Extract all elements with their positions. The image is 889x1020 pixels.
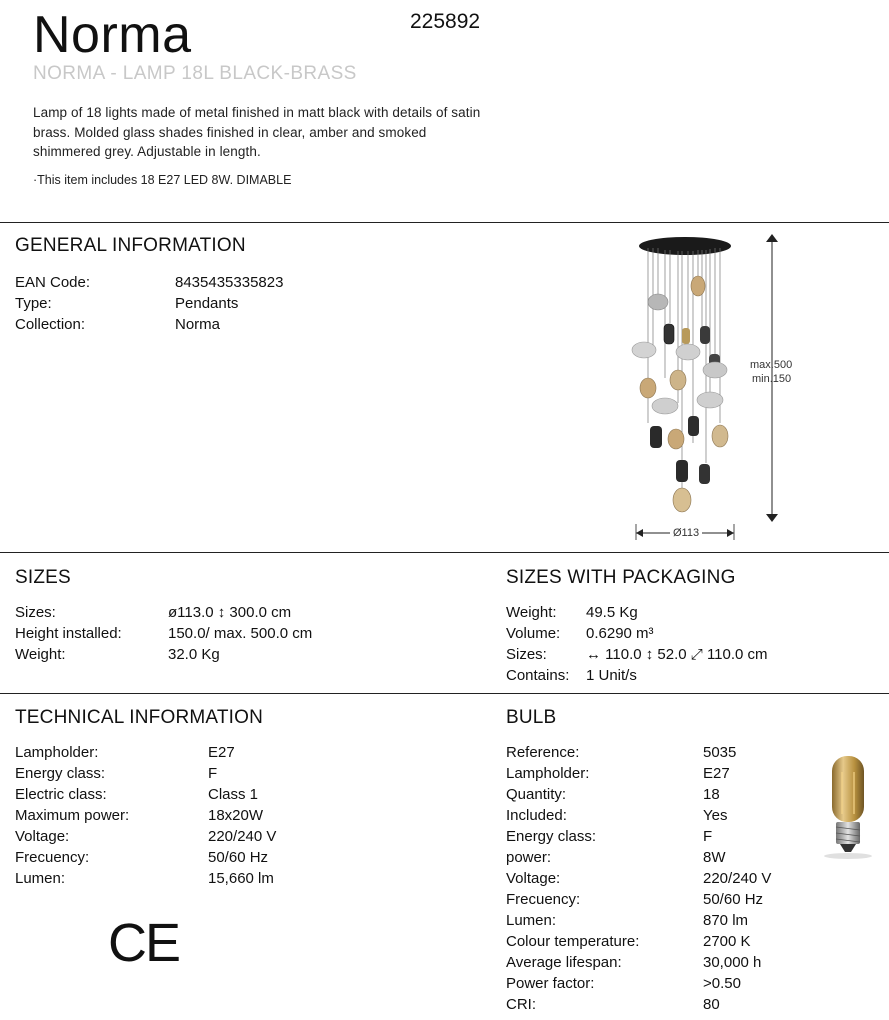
height-max-label: max.500 (750, 359, 793, 371)
bulb-value: >0.50 (703, 975, 741, 992)
bulb-value: 8W (703, 849, 726, 866)
bulb-label: Power factor: (506, 975, 595, 992)
product-description: Lamp of 18 lights made of metal finished in matt black with details of satin brass. Molded glass shades finished in clear, amber and smoked shimmered grey. Adjustable in length. (33, 105, 481, 159)
packaging-label: Volume: (506, 625, 561, 642)
technical-label: Electric class: (15, 786, 107, 803)
product-reference: 225892 (410, 10, 481, 33)
divider-top (0, 222, 889, 223)
general-value: 8435435335823 (175, 274, 284, 291)
sizes-label: Sizes: (15, 604, 56, 621)
bulb-label: Lampholder: (506, 765, 590, 782)
bulb-label: Frecuency: (506, 891, 581, 908)
sizes-value: 32.0 Kg (168, 646, 220, 663)
bulb-label: Average lifespan: (506, 954, 622, 971)
sizes-title: SIZES (15, 567, 71, 588)
product-title: Norma (33, 6, 192, 64)
technical-value: E27 (208, 744, 235, 761)
technical-value: 220/240 V (208, 828, 277, 845)
bulb-value: 30,000 h (703, 954, 762, 971)
ce-mark-icon: CE (108, 913, 180, 973)
bulb-value: 80 (703, 996, 720, 1013)
technical-label: Frecuency: (15, 849, 90, 866)
lamp-technical-drawing (620, 228, 820, 546)
technical-label: Lumen: (15, 870, 66, 887)
technical-value: Class 1 (208, 786, 259, 803)
diameter-label: Ø113 (670, 526, 702, 540)
packaging-value: ↔ 110.0 ↕ 52.0 ⤢ 110.0 cm (586, 646, 768, 663)
product-note: ·This item includes 18 E27 LED 8W. DIMABLE (33, 173, 292, 187)
bulb-value: E27 (703, 765, 730, 782)
technical-value: F (208, 765, 218, 782)
bulb-value: Yes (703, 807, 728, 824)
bulb-value: 5035 (703, 744, 737, 761)
sizes-label: Weight: (15, 646, 66, 663)
bulb-value: 870 lm (703, 912, 749, 929)
bulb-list (506, 742, 806, 1018)
general-value: Norma (175, 316, 221, 333)
technical-value: 50/60 Hz (208, 849, 269, 866)
bulb-value: F (703, 828, 713, 845)
divider-technical (0, 693, 889, 694)
height-min-label: min.150 (752, 373, 792, 385)
bulb-label: CRI: (506, 996, 536, 1013)
technical-title: TECHNICAL INFORMATION (15, 707, 264, 728)
technical-list (15, 742, 475, 892)
general-label: Collection: (15, 316, 86, 333)
bulb-value: 220/240 V (703, 870, 772, 887)
bulb-label: Colour temperature: (506, 933, 640, 950)
technical-value: 15,660 lm (208, 870, 274, 887)
bulb-label: Included: (506, 807, 567, 824)
bulb-label: power: (506, 849, 552, 866)
bulb-label: Energy class: (506, 828, 597, 845)
general-value: Pendants (175, 295, 239, 312)
packaging-value: 0.6290 m³ (586, 625, 654, 642)
technical-label: Lampholder: (15, 744, 99, 761)
packaging-value: 49.5 Kg (586, 604, 638, 621)
general-info-list (15, 272, 475, 342)
packaging-list (506, 602, 876, 692)
bulb-value: 50/60 Hz (703, 891, 764, 908)
sizes-value: 150.0/ max. 500.0 cm (168, 625, 313, 642)
packaging-label: Weight: (506, 604, 557, 621)
bulb-value: 18 (703, 786, 720, 803)
sizes-label: Height installed: (15, 625, 122, 642)
packaging-title: SIZES WITH PACKAGING (506, 567, 736, 588)
packaging-label: Contains: (506, 667, 570, 684)
bulb-value: 2700 K (703, 933, 751, 950)
bulb-title: BULB (506, 707, 557, 728)
bulb-image-icon (818, 752, 880, 864)
bulb-label: Reference: (506, 744, 580, 761)
product-subtitle: NORMA - LAMP 18L BLACK-BRASS (33, 63, 357, 84)
technical-value: 18x20W (208, 807, 264, 824)
bulb-label: Voltage: (506, 870, 561, 887)
general-label: Type: (15, 295, 52, 312)
divider-sizes (0, 552, 889, 553)
sizes-value: ø113.0 ↕ 300.0 cm (168, 604, 292, 621)
technical-label: Energy class: (15, 765, 106, 782)
sizes-list (15, 602, 475, 672)
technical-label: Voltage: (15, 828, 70, 845)
packaging-label: Sizes: (506, 646, 547, 663)
bulb-label: Quantity: (506, 786, 567, 803)
bulb-label: Lumen: (506, 912, 557, 929)
packaging-value: 1 Unit/s (586, 667, 637, 684)
technical-label: Maximum power: (15, 807, 130, 824)
general-info-title: GENERAL INFORMATION (15, 235, 246, 256)
general-label: EAN Code: (15, 274, 91, 291)
